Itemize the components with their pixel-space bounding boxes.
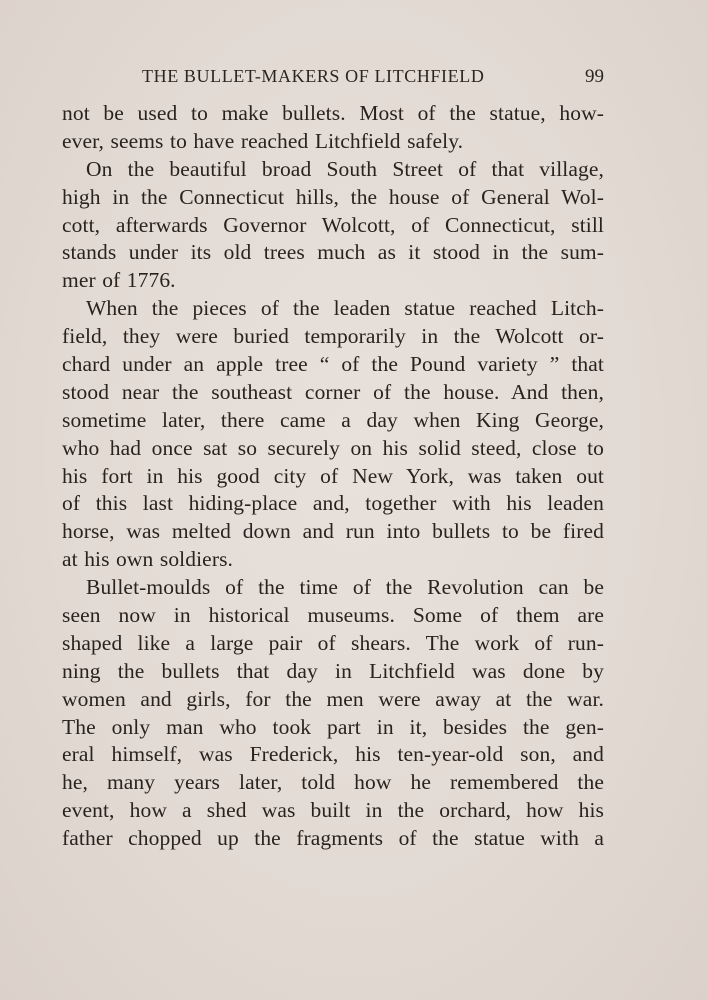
text-line: event, how a shed was built in the orchard, how his xyxy=(62,798,604,823)
running-head xyxy=(62,66,604,92)
text-line: who had once sat so securely on his solid steed, close to xyxy=(62,435,604,460)
text-line: field, they were buried temporarily in the Wolcott or- xyxy=(62,324,604,349)
text-line: stood near the southeast corner of the house. And then, xyxy=(62,379,604,404)
text-line: shaped like a large pair of shears. The work of run- xyxy=(62,630,604,655)
text-line: stands under its old trees much as it stood in the sum- xyxy=(62,240,604,265)
text-line: not be used to make bullets. Most of the statue, how- xyxy=(62,101,604,125)
text-line: at his own soldiers. xyxy=(62,547,234,572)
text-line: father chopped up the fragments of the statue with a xyxy=(62,826,604,851)
running-title: THE BULLET-MAKERS OF LITCHFIELD xyxy=(142,66,485,86)
text-line: ever, seems to have reached Litchfield safely. xyxy=(62,128,464,153)
text-line: sometime later, there came a day when King George, xyxy=(62,407,604,432)
text-line: horse, was melted down and run into bullets to be fired xyxy=(62,519,604,544)
text-line: he, many years later, told how he remembered the xyxy=(62,770,604,795)
body-text xyxy=(62,100,604,853)
text-line: ning the bullets that day in Litchfield was done by xyxy=(62,658,604,683)
text-line: seen now in historical museums. Some of them are xyxy=(62,603,604,628)
paragraph-start-line: On the beautiful broad South Street of that village, xyxy=(86,156,604,181)
text-line: of this last hiding-place and, together with his leaden xyxy=(62,491,604,516)
text-line: high in the Connecticut hills, the house of General Wol- xyxy=(62,184,604,209)
text-line: women and girls, for the men were away at the war. xyxy=(62,686,604,711)
text-line: his fort in his good city of New York, was taken out xyxy=(62,463,604,488)
text-line: mer of 1776. xyxy=(62,268,176,293)
text-line: eral himself, was Frederick, his ten-year-old son, and xyxy=(62,742,604,767)
text-line: chard under an apple tree “ of the Pound variety ” that xyxy=(62,352,604,377)
paragraph-start-line: Bullet-moulds of the time of the Revolution can be xyxy=(86,575,604,600)
page-number: 99 xyxy=(585,66,604,87)
text-line: The only man who took part in it, besides the gen- xyxy=(62,714,604,739)
text-line: cott, afterwards Governor Wolcott, of Connecticut, still xyxy=(62,212,604,237)
paragraph-start-line: When the pieces of the leaden statue reached Litch- xyxy=(86,296,604,321)
